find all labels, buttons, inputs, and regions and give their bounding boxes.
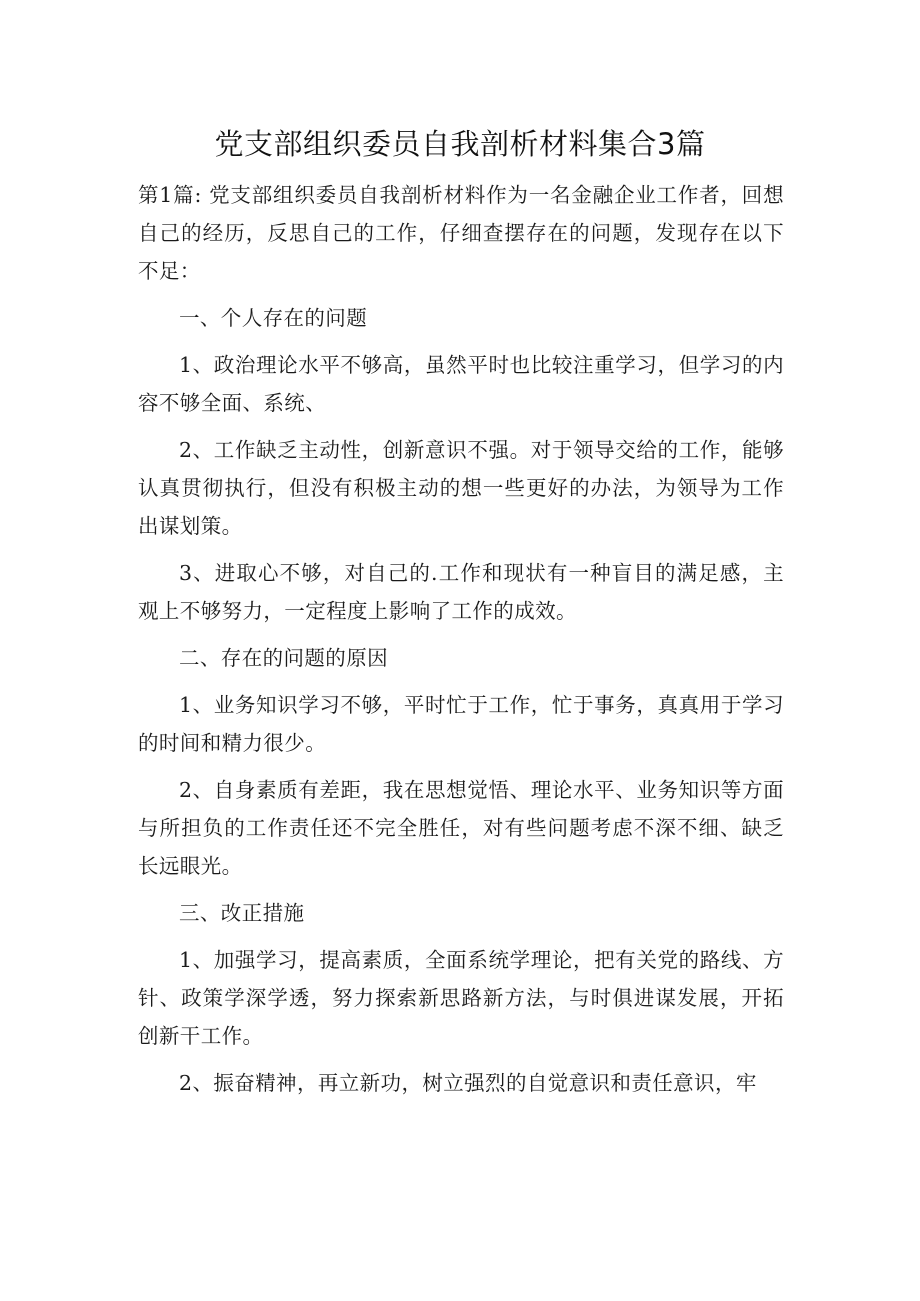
section-heading-3: 三、改正措施 bbox=[179, 901, 305, 925]
document-body bbox=[138, 176, 784, 1102]
intro-paragraph: 第1篇: 党支部组织委员自我剖析材料作为一名金融企业工作者，回想自己的经历，反思自己的工作，仔细查摆存在的问题，发现存在以下不足： bbox=[138, 183, 784, 283]
paragraph-1-1: 1、政治理论水平不够高，虽然平时也比较注重学习，但学习的内容不够全面、系统、 bbox=[138, 353, 784, 415]
paragraph-2-1: 1、业务知识学习不够，平时忙于工作，忙于事务，真真用于学习的时间和精力很少。 bbox=[138, 693, 784, 755]
section-heading-2: 二、存在的问题的原因 bbox=[179, 646, 388, 670]
paragraph-3-2: 2、振奋精神，再立新功，树立强烈的自觉意识和责任意识，牢 bbox=[179, 1071, 757, 1095]
paragraph-1-3: 3、进取心不够，对自己的.工作和现状有一种盲目的满足感，主观上不够努力，一定程度上影响了工作的成效。 bbox=[138, 561, 784, 623]
paragraph-2-2: 2、自身素质有差距，我在思想觉悟、理论水平、业务知识等方面与所担负的工作责任还不完全胜任，对有些问题考虑不深不细、缺乏长远眼光。 bbox=[138, 778, 784, 878]
document-title: 党支部组织委员自我剖析材料集合3篇 bbox=[214, 127, 706, 161]
paragraph-3-1: 1、加强学习，提高素质，全面系统学理论，把有关党的路线、方针、政策学深学透，努力探索新思路新方法，与时俱进谋发展，开拓创新干工作。 bbox=[138, 948, 784, 1048]
section-heading-1: 一、个人存在的问题 bbox=[179, 306, 368, 330]
paragraph-1-2: 2、工作缺乏主动性，创新意识不强。对于领导交给的工作，能够认真贯彻执行，但没有积极主动的想一些更好的办法，为领导为工作出谋划策。 bbox=[138, 438, 784, 538]
